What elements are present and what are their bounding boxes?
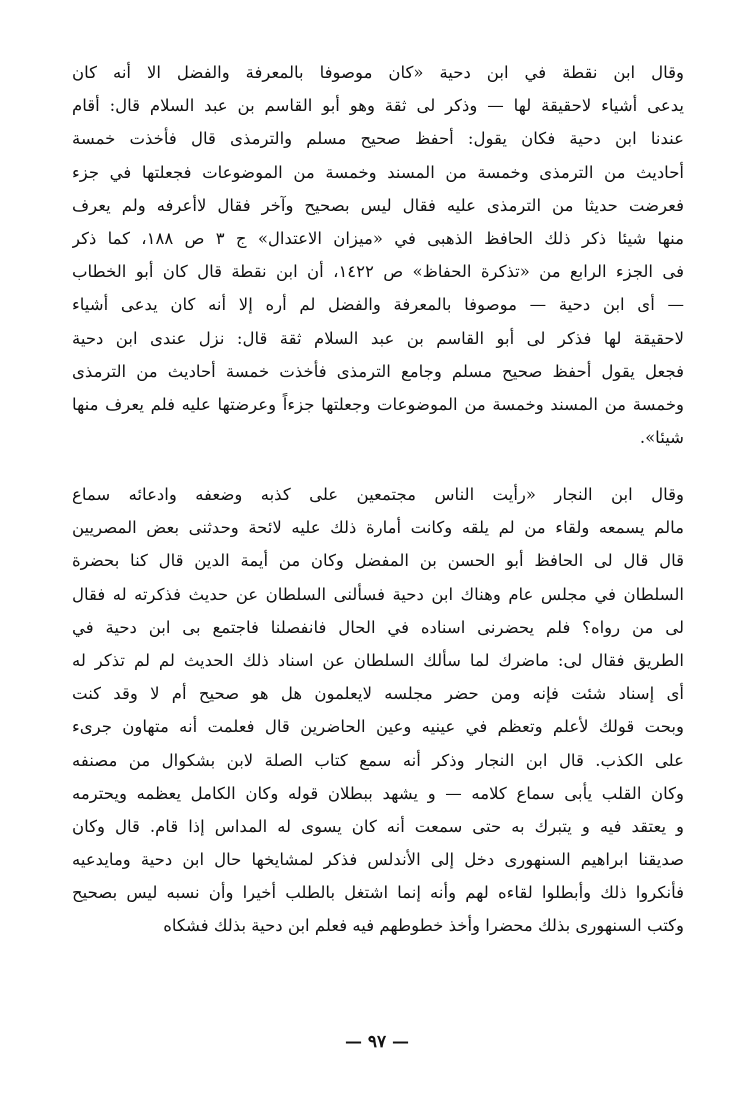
- page-number: — ٩٧ —: [344, 1032, 410, 1052]
- text-line: فى الجزء الرابع من «تذكرة الحفاظ» ص ١٤٢٢، أن ابن نقطة قال كان أبو الخطاب: [72, 262, 684, 282]
- text-line: فعرضت حديثا من الترمذى عليه فقال ليس بصحيح وآخر فقال لاأعرفه ولم يعرف: [72, 195, 684, 215]
- text-line: الطريق فقال لى: ماضرك لما سألك السلطان عن اسناد ذلك الحديث لم لم تذكر له: [72, 650, 684, 670]
- text-line: قال قال لى الحافظ أبو الحسن بن المفضل وكان من أيمة الدين قال كنا بحضرة: [72, 551, 684, 571]
- text-line: لى من رواه؟ فلم يحضرنى اسناده في الحال فانفصلنا فاجتمع بى ابن دحية في: [72, 617, 684, 637]
- text-line: يدعى أشياء لاحقيقة لها — وذكر لى ثقة وهو أبو القاسم بن عبد السلام قال: أقام: [72, 96, 684, 116]
- text-line: عندنا ابن دحية فكان يقول: أحفظ صحيح مسلم والترمذى قال فأخذت خمسة: [72, 129, 684, 149]
- text-line: وكتب السنهورى بذلك محضرا وأخذ خطوطهم فيه فعلم ابن دحية بذلك فشكاه: [163, 916, 684, 936]
- text-line: صديقنا ابراهيم السنهورى دخل إلى الأندلس فذكر لمشايخها حال ابن دحية ومايدعيه: [72, 850, 684, 870]
- text-line: وبحت قولك لأعلم وتعظم في عينيه وعين الحاضرين قال فعلمت أنه متهاون جرىء: [72, 717, 684, 737]
- text-line: منها شيئا ذكر ذلك الحافظ الذهبى في «ميزان الاعتدال» ج ٣ ص ١٨٨، كما ذكر: [72, 228, 684, 248]
- text-line: فأنكروا ذلك وأبطلوا لقاءه لهم وأنه إنما اشتغل بالطلب أخيرا وأن نسبه ليس بصحيح: [72, 883, 684, 903]
- text-line: أحاديث من الترمذى وخمسة من المسند وخمسة من الموضوعات فجعلتها في جزء: [72, 162, 684, 182]
- text-line: وخمسة من المسند وخمسة من الموضوعات وجعلتها جزءاً وعرضتها عليه فلم يعرف منها: [72, 394, 684, 414]
- text-line: شيئا».: [639, 428, 684, 448]
- text-line: و يعتقد فيه و يتبرك به حتى سمعت أنه كان يسوى له المداس إذا قام. قال وكان: [72, 816, 684, 836]
- text-line: وقال ابن نقطة في ابن دحية «كان موصوفا بالمعرفة والفضل الا أنه كان: [72, 63, 684, 82]
- text-line: مالم يسمعه ولقاء من لم يلقه وكانت أمارة ذلك عليه لائحة وحدثنى بعض المصريين: [72, 518, 684, 538]
- text-line: السلطان في مجلس عام وهناك ابن دحية فسألنى السلطان عن حديث فذكرته له فقال: [72, 584, 684, 604]
- text-line: أى إسناد شئت فإنه ومن حضر مجلسه لايعلمون هل هو صحيح أم لا وقد كنت: [72, 684, 684, 704]
- paragraph-2: [72, 478, 684, 943]
- text-line: وكان القلب يأبى سماع كلامه — و يشهد ببطلان قوله وكان الكامل يعظمه ويحترمه: [72, 783, 684, 803]
- text-line: وقال ابن النجار «رأيت الناس مجتمعين على كذبه وضعفه وادعائه سماع: [72, 485, 684, 504]
- text-line: لاحقيقة لها فذكر لى أبو القاسم بن عبد السلام ثقة قال: نزل عندى ابن دحية: [72, 328, 684, 348]
- paragraph-1: [72, 56, 684, 454]
- text-line: على الكذب. قال ابن النجار وذكر أنه سمع كتاب الصلة لابن بشكوال من مصنفه: [72, 750, 684, 770]
- text-line: فجعل يقول أحفظ صحيح مسلم وجامع الترمذى فأخذت خمسة أحاديث من الترمذى: [72, 361, 684, 381]
- text-line: — أى ابن دحية — موصوفا بالمعرفة والفضل لم أره إلا أنه كان يدعى أشياء: [72, 295, 684, 315]
